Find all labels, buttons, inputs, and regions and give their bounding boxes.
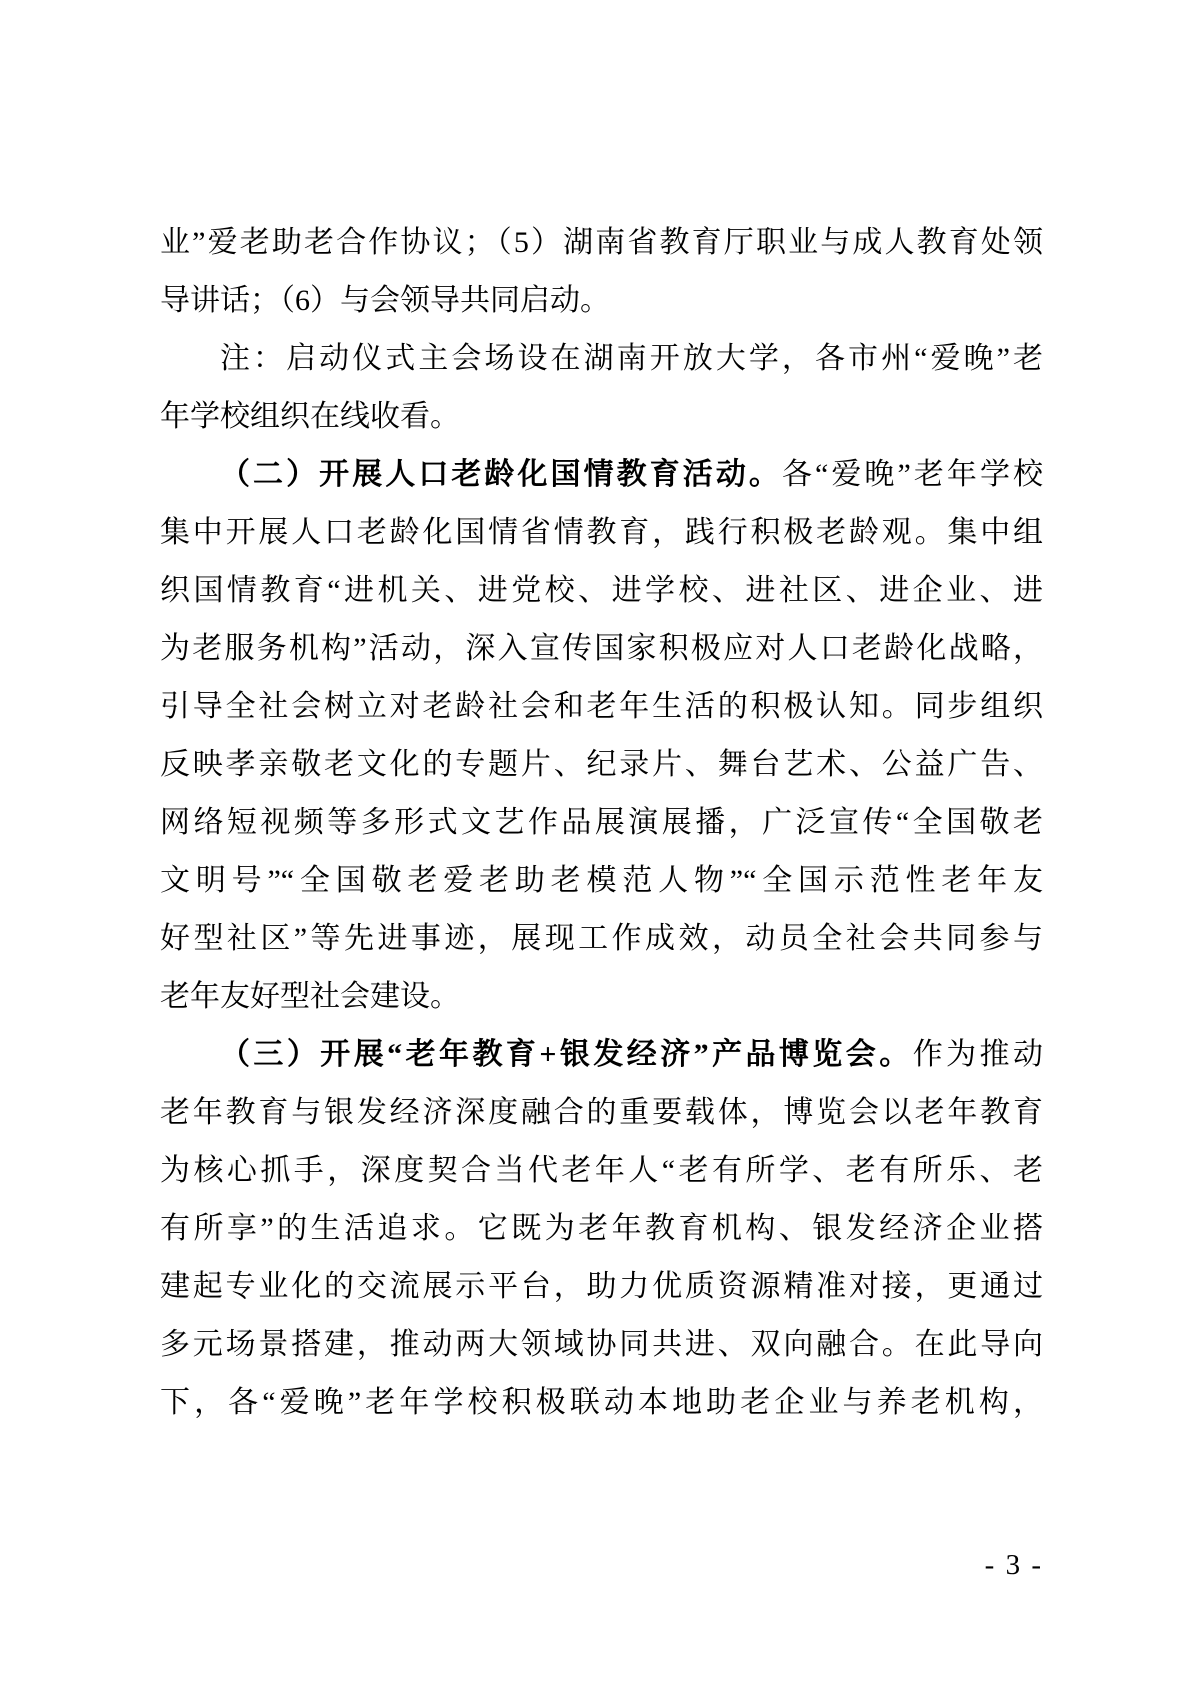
document-line <box>160 678 1043 736</box>
document-line <box>160 562 1043 620</box>
document-text-segment: 引导全社会树立对老龄社会和老年生活的积极认知。同步组织 <box>160 690 1043 723</box>
document-line <box>160 1374 1043 1432</box>
document-line <box>160 910 1043 968</box>
document-line <box>160 1258 1043 1316</box>
document-text-segment: 各“爱晚”老年学校 <box>781 458 1043 491</box>
document-text-segment: 年学校组织在线收看。 <box>160 400 460 433</box>
document-text-segment: 业”爱老助老合作协议；（5）湖南省教育厅职业与成人教育处领 <box>160 226 1043 259</box>
document-text-segment: 织国情教育“进机关、进党校、进学校、进社区、进企业、进 <box>160 574 1043 607</box>
document-text-segment: 老年教育与银发经济深度融合的重要载体，博览会以老年教育 <box>160 1096 1043 1129</box>
document-text-segment: 网络短视频等多形式文艺作品展演展播，广泛宣传“全国敬老 <box>160 806 1043 839</box>
document-text-segment: 反映孝亲敬老文化的专题片、纪录片、舞台艺术、公益广告、 <box>160 748 1043 781</box>
document-line <box>160 1026 1043 1084</box>
document-text-segment: 集中开展人口老龄化国情省情教育，践行积极老龄观。集中组 <box>160 516 1043 549</box>
document-text-segment: 作为推动 <box>912 1038 1043 1071</box>
document-text-segment: 多元场景搭建，推动两大领域协同共进、双向融合。在此导向 <box>160 1328 1043 1361</box>
document-text-segment: 有所享”的生活追求。它既为老年教育机构、银发经济企业搭 <box>160 1212 1043 1245</box>
document-body <box>160 214 1043 1432</box>
document-text-segment: 好型社区”等先进事迹，展现工作成效，动员全社会共同参与 <box>160 922 1043 955</box>
document-line <box>160 1084 1043 1142</box>
document-line <box>160 852 1043 910</box>
document-text-segment: 导讲话；（6）与会领导共同启动。 <box>160 284 610 317</box>
document-text-segment: 为核心抓手，深度契合当代老年人“老有所学、老有所乐、老 <box>160 1154 1043 1187</box>
document-text-segment: 文明号”“全国敬老爱老助老模范人物”“全国示范性老年友 <box>160 864 1043 897</box>
document-heading-segment: （三）开展“老年教育+银发经济”产品博览会。 <box>220 1038 913 1071</box>
document-text-segment: 为老服务机构”活动，深入宣传国家积极应对人口老龄化战略， <box>160 632 1043 665</box>
document-text-segment: 建起专业化的交流展示平台，助力优质资源精准对接，更通过 <box>160 1270 1043 1303</box>
document-line <box>160 736 1043 794</box>
document-line <box>160 272 1043 330</box>
document-line <box>160 214 1043 272</box>
document-line <box>160 794 1043 852</box>
document-text-segment: 注：启动仪式主会场设在湖南开放大学，各市州“爱晚”老 <box>220 342 1043 375</box>
document-heading-segment: （二）开展人口老龄化国情教育活动。 <box>220 458 782 491</box>
document-line <box>160 1142 1043 1200</box>
document-line <box>160 504 1043 562</box>
document-line <box>160 388 1043 446</box>
document-line <box>160 446 1043 504</box>
document-line <box>160 620 1043 678</box>
page-number: - 3 - <box>984 1549 1043 1581</box>
document-text-segment: 老年友好型社会建设。 <box>160 980 460 1013</box>
document-line <box>160 330 1043 388</box>
document-text-segment: 下，各“爱晚”老年学校积极联动本地助老企业与养老机构， <box>160 1386 1043 1419</box>
document-line <box>160 968 1043 1026</box>
document-line <box>160 1316 1043 1374</box>
document-line <box>160 1200 1043 1258</box>
